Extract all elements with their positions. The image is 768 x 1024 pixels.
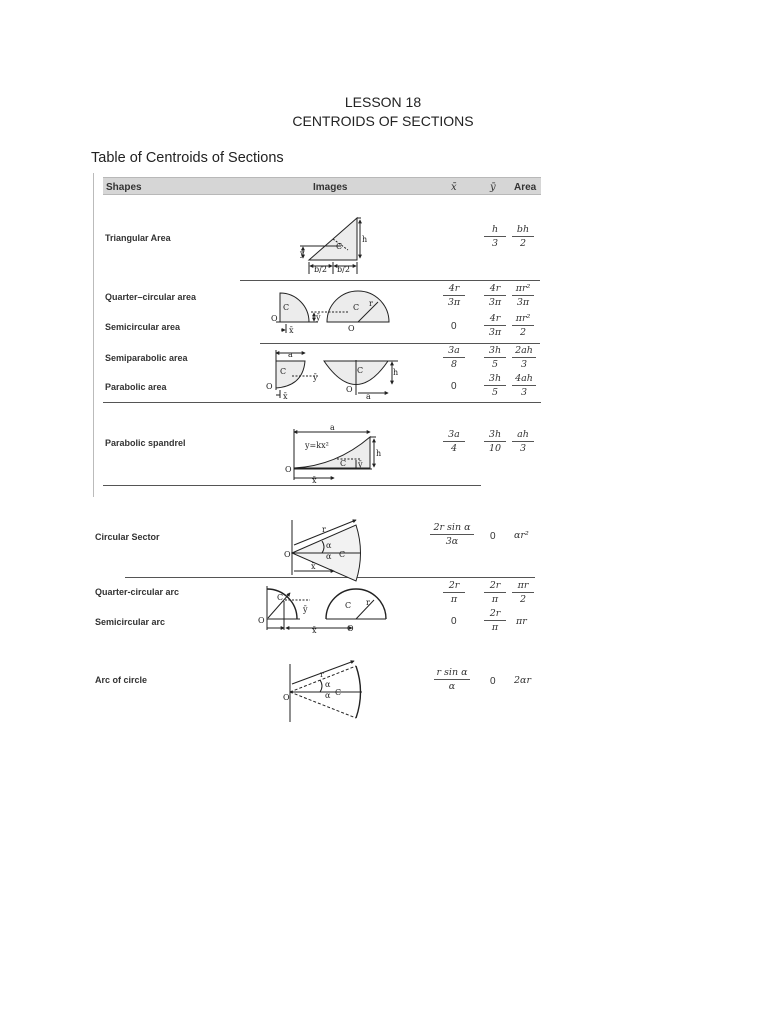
semicircle-area-figure: [311, 291, 389, 322]
header-xbar: x̄: [451, 182, 457, 193]
shape-label: Triangular Area: [105, 233, 171, 243]
cell-xbar: $\frac{2r}{\pi}$: [443, 580, 465, 605]
label-ybar: ȳ: [303, 605, 308, 614]
label-o: O: [258, 616, 265, 625]
shape-label: Arc of circle: [95, 675, 148, 685]
label-c: C: [336, 242, 343, 251]
cell-area: $\frac{\text{πr²}}{3\pi}$: [512, 283, 534, 308]
label-o: O: [346, 385, 353, 394]
label-o: O: [347, 624, 354, 633]
cell-area: $\frac{\text{πr²}}{2}$: [512, 313, 534, 338]
header-ybar: ȳ: [490, 182, 496, 193]
label-xbar: x̄: [283, 392, 288, 401]
label-a: a: [288, 350, 293, 359]
label-ybar: ȳ: [313, 373, 318, 382]
label-ybar: ȳ: [316, 313, 321, 322]
circular-sector-figure: [292, 520, 361, 581]
cell-ybar: $\frac{4r}{3\pi}$: [484, 283, 506, 308]
shape-label: Semicircular area: [105, 322, 181, 332]
cell-area: $\frac{bh}{2}$: [512, 224, 534, 249]
label-alpha: α: [326, 552, 332, 561]
cell-ybar: $\frac{2r}{\pi}$: [484, 608, 506, 633]
label-c: C: [345, 601, 352, 610]
cell-area: πr: [516, 616, 527, 627]
label-h: h: [393, 368, 399, 377]
quarter-circle-area-figure: [276, 293, 318, 333]
lesson-number: LESSON 18: [344, 94, 422, 110]
shape-label: Parabolic spandrel: [105, 438, 186, 448]
label-r: r: [366, 598, 370, 607]
page-title: CENTROIDS OF SECTIONS: [292, 113, 474, 129]
shape-label: Quarter-circular arc: [95, 587, 180, 597]
label-c: C: [340, 459, 347, 468]
header-shapes: Shapes: [106, 182, 142, 193]
header-area: Area: [514, 182, 537, 193]
cell-ybar: $\frac{3h}{10}$: [484, 429, 506, 454]
label-b-half: b/2: [337, 265, 350, 274]
label-o: O: [266, 382, 273, 391]
label-h: h: [376, 449, 382, 458]
label-o: O: [284, 550, 291, 559]
label-c: C: [277, 593, 284, 602]
table-caption: Table of Centroids of Sections: [91, 150, 284, 166]
cell-xbar: $\frac{4r}{3\pi}$: [443, 283, 465, 308]
cell-area: $\frac{\pi r}{2}$: [512, 580, 534, 605]
label-xbar: x̄: [312, 476, 317, 485]
label-h: h: [362, 235, 368, 244]
label-a: a: [330, 423, 335, 432]
label-r: r: [320, 670, 324, 679]
label-xbar: x̄: [289, 326, 294, 335]
cell-xbar: 0: [451, 321, 457, 332]
cell-xbar: $\frac{\text{r sin α}}{\alpha}$: [434, 667, 470, 692]
label-b-half: b/2: [314, 265, 327, 274]
label-o: O: [283, 693, 290, 702]
cell-area: $\frac{ah}{3}$: [512, 429, 534, 454]
header-images: Images: [313, 182, 348, 193]
label-alpha: α: [325, 680, 331, 689]
cell-ybar: $\frac{3h}{5}$: [484, 373, 506, 398]
label-spandrel-equation: y=kx²: [305, 441, 329, 450]
label-c: C: [357, 366, 364, 375]
semicircular-arc-figure: [286, 589, 386, 628]
triangle-figure: [300, 218, 361, 274]
cell-xbar: 0: [451, 616, 457, 627]
label-r: r: [322, 525, 326, 534]
cell-area: 2αr: [514, 675, 532, 686]
shape-label: Semiparabolic area: [105, 353, 188, 363]
label-o: O: [271, 314, 278, 323]
label-c: C: [339, 550, 346, 559]
cell-area: $\frac{2ah}{3}$: [512, 345, 536, 370]
cell-xbar: $\frac{3a}{4}$: [443, 429, 465, 454]
cell-ybar: 0: [490, 676, 496, 687]
cell-xbar: $\frac{\text{2r sin α}}{3\alpha}$: [430, 522, 474, 547]
label-c: C: [335, 688, 342, 697]
label-o: O: [348, 324, 355, 333]
shape-label: Quarter–circular area: [105, 292, 197, 302]
cell-area: $\frac{4ah}{3}$: [512, 373, 536, 398]
cell-ybar: $\frac{3h}{5}$: [484, 345, 506, 370]
cell-ybar: $\frac{4r}{3\pi}$: [484, 313, 506, 338]
parabolic-spandrel-figure: [294, 429, 376, 480]
cell-xbar: $\frac{3a}{8}$: [443, 345, 465, 370]
cell-area: αr²: [514, 530, 529, 541]
cell-ybar: $\frac{2r}{\pi}$: [484, 580, 506, 605]
cell-ybar: $\frac{h}{3}$: [484, 224, 506, 249]
shape-label: Semicircular arc: [95, 617, 166, 627]
label-c: C: [280, 367, 287, 376]
label-r: r: [369, 299, 373, 308]
label-a: a: [366, 392, 371, 401]
label-c: C: [283, 303, 290, 312]
label-alpha: α: [325, 691, 331, 700]
label-alpha: α: [326, 541, 332, 550]
shape-label: Circular Sector: [95, 532, 160, 542]
label-ybar: ȳ: [358, 460, 363, 469]
cell-ybar: 0: [490, 531, 496, 542]
label-o: O: [285, 465, 292, 474]
label-xbar: x̄: [312, 626, 317, 635]
cell-xbar: 0: [451, 381, 457, 392]
shape-label: Parabolic area: [105, 382, 167, 392]
label-c: C: [353, 303, 360, 312]
label-ybar: ȳ: [300, 249, 305, 258]
label-xbar: x̄: [311, 562, 316, 571]
